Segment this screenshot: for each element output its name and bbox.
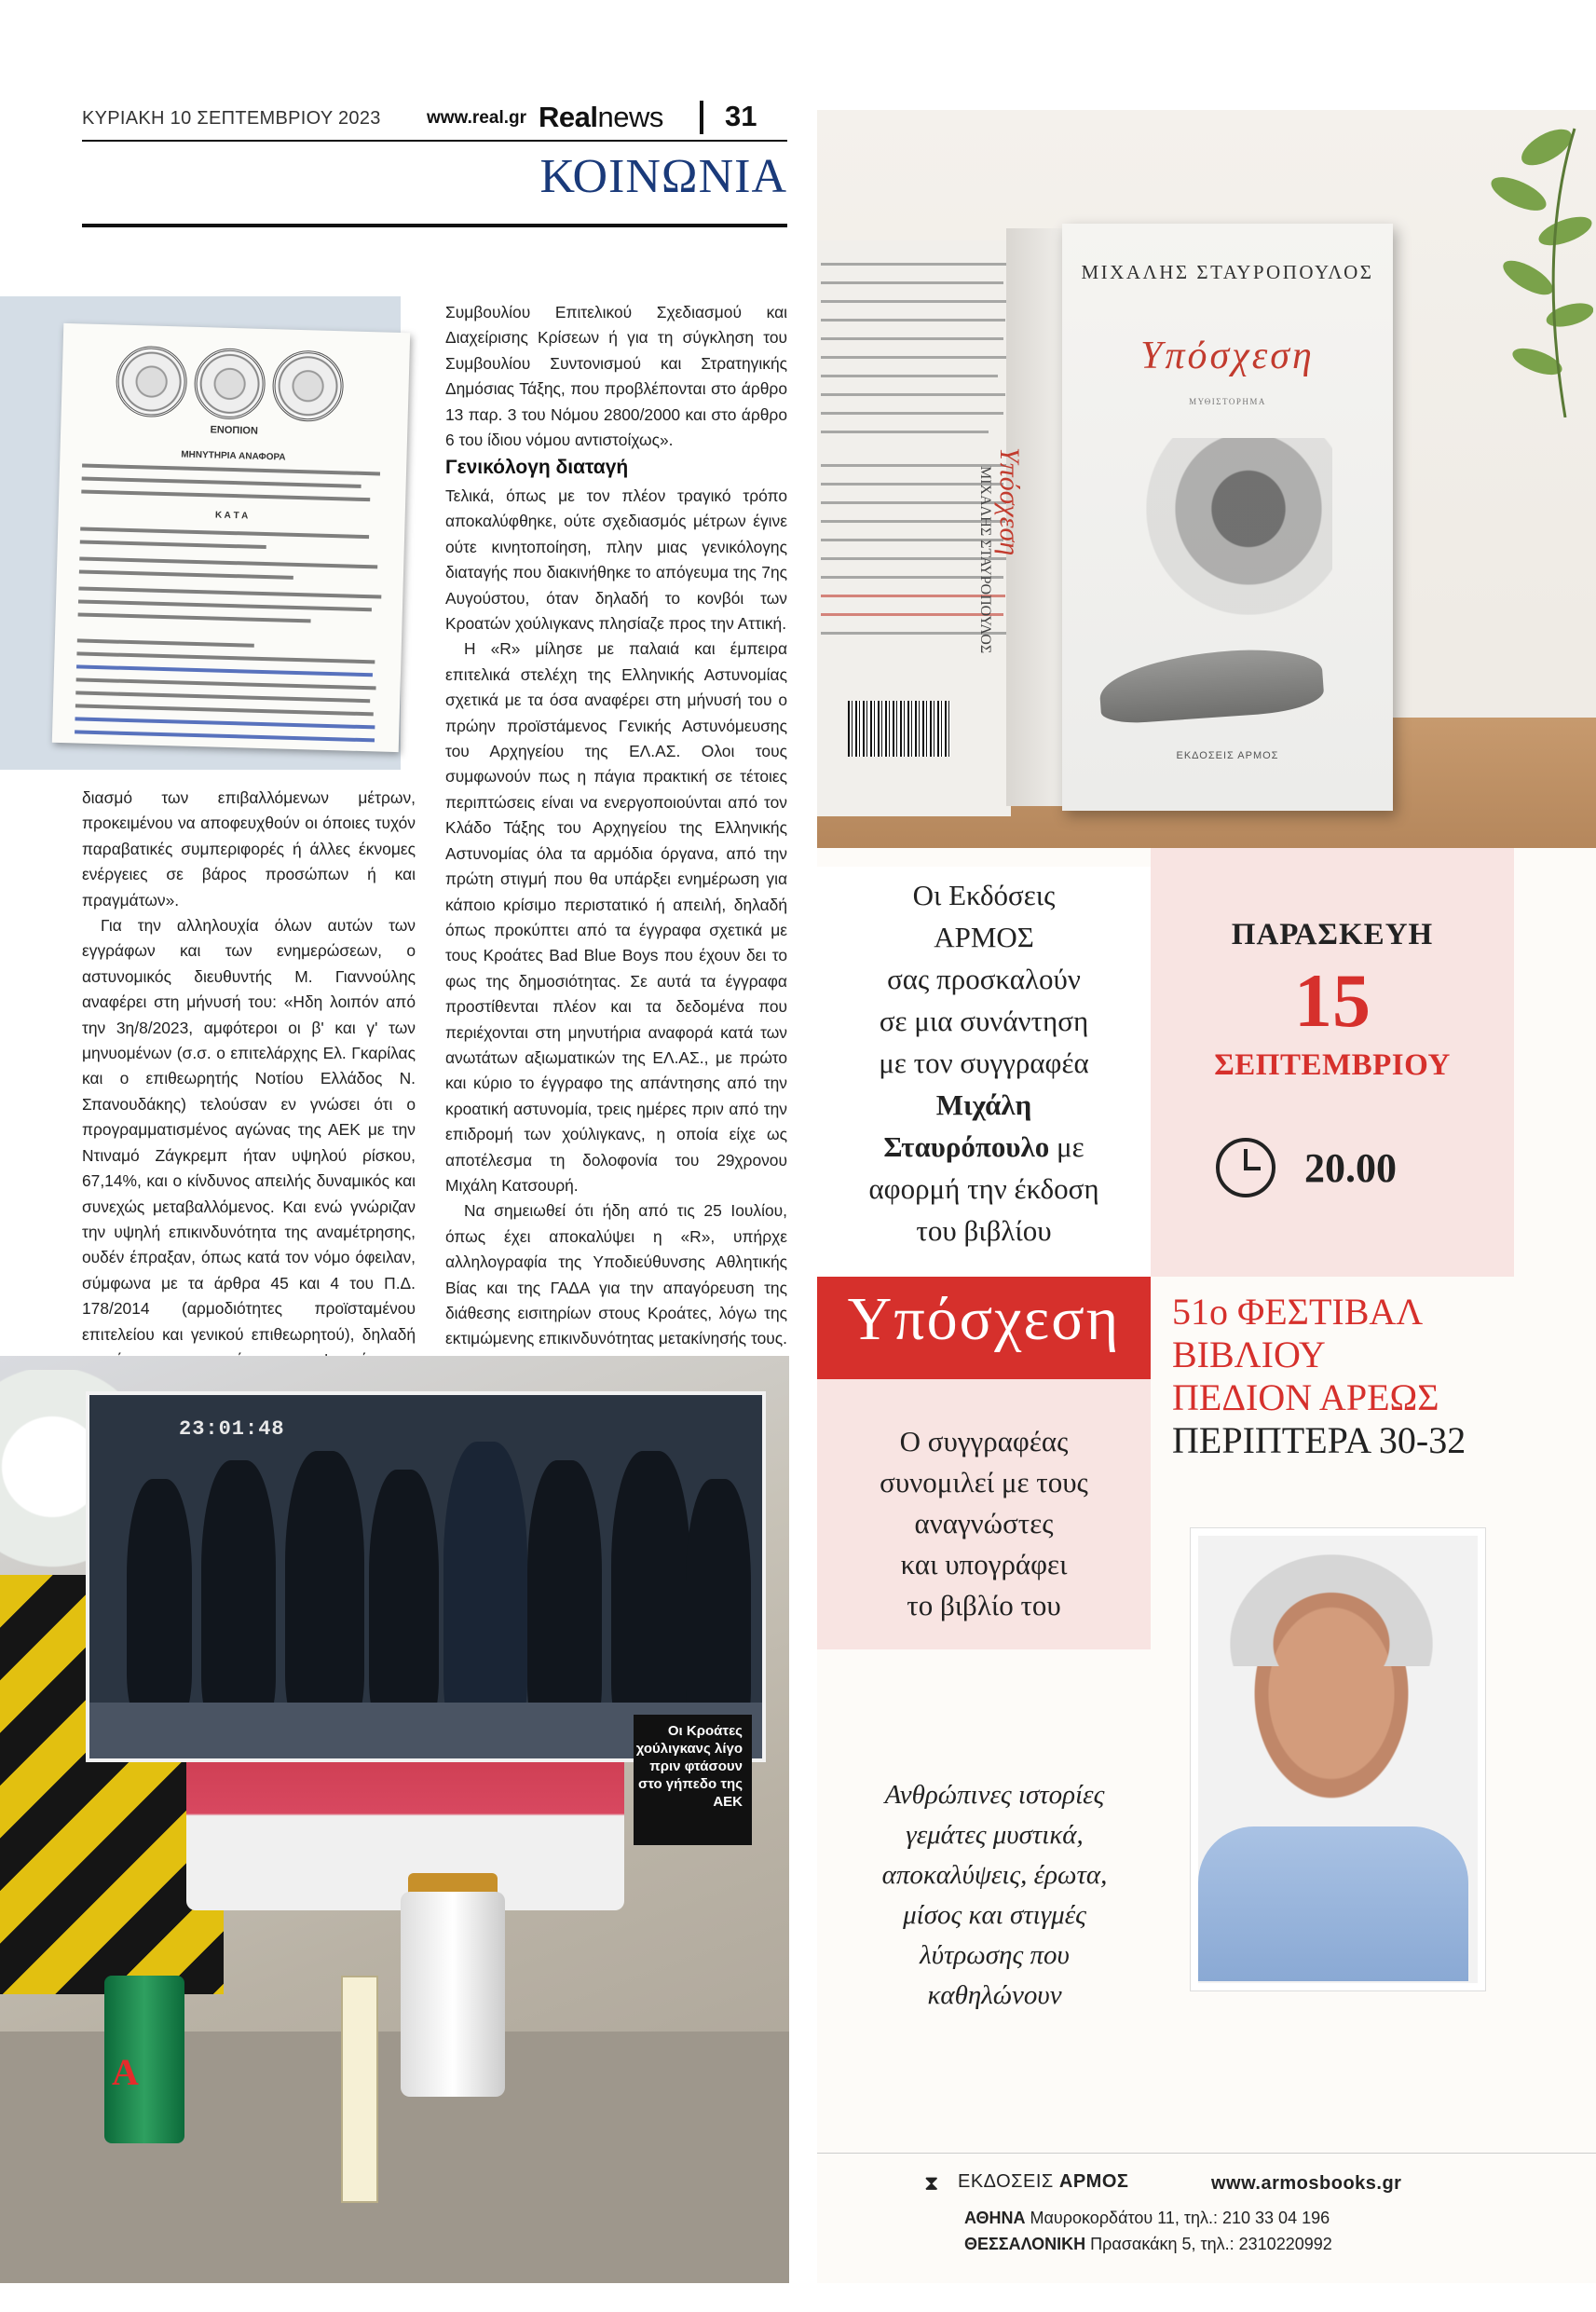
festival-line: ΠΕΔΙΟΝ ΑΡΕΩΣ bbox=[1172, 1376, 1439, 1418]
section-title: ΚΟΙΝΩΝΙΑ bbox=[539, 150, 787, 203]
document-text-line bbox=[75, 730, 375, 742]
hooligan-figure bbox=[611, 1451, 690, 1740]
document-text-line bbox=[77, 638, 254, 647]
issue-date: ΚΥΡΙΑΚΗ 10 ΣΕΠΤΕΜΒΡΙΟΥ 2023 bbox=[82, 108, 381, 129]
tagline-line: μίσος και στιγμές bbox=[903, 1900, 1086, 1930]
seal-icon bbox=[272, 349, 345, 422]
back-cover-text-line bbox=[821, 412, 1003, 415]
talk-line: και υπογράφει bbox=[900, 1548, 1068, 1580]
lawsuit-document-photo bbox=[52, 323, 410, 752]
back-cover-text-line bbox=[821, 281, 1003, 284]
seal-icon bbox=[194, 348, 266, 420]
article-subheading: Γενικόλογη διαταγή bbox=[445, 457, 629, 478]
barcode-icon bbox=[848, 701, 950, 757]
document-text-line bbox=[76, 664, 373, 677]
book-tagline bbox=[839, 1775, 1151, 2016]
book-title: Υπόσχεση bbox=[1140, 335, 1315, 377]
document-heading: ΕΝΟΠΙΟΝ bbox=[210, 424, 259, 437]
document-subtitle: ΜΗΝΥΤΗΡΙΑ ΑΝΑΦΟΡΑ bbox=[181, 449, 286, 463]
plant-icon bbox=[1435, 110, 1593, 417]
invite-line: αφορμή την έκδοση bbox=[868, 1172, 1099, 1205]
tagline-line: καθηλώνουν bbox=[927, 1980, 1062, 2010]
hooligan-figure bbox=[443, 1442, 527, 1740]
festival-kiosks: ΠΕΡΙΠΤΕΡΑ 30-32 bbox=[1172, 1419, 1466, 1461]
article-paragraph: Συμβουλίου Επιτελικού Σχεδιασμού και Διαχείρισης Κρίσεων ή για τη σύγκληση του Συμβουλίου Συντονισμού και Στρατηγικής Δημόσιας Τάξης, που προβλέπονται στο άρθρο 13 παρ. 3 του Νόμου 2800/2000 και στο άρθρο 6 του ίδιου νόμου αντιστοίχως». bbox=[445, 303, 787, 450]
author-hair-image bbox=[1230, 1554, 1433, 1666]
cctv-timestamp: 23:01:48 bbox=[179, 1417, 285, 1441]
invite-line: σας προσκαλούν bbox=[887, 963, 1081, 995]
invite-line: με bbox=[1056, 1130, 1084, 1163]
publisher-logo-bold: ΑΡΜΟΣ bbox=[1058, 2171, 1129, 2192]
talk-line: Ο συγγραφέας bbox=[899, 1425, 1069, 1457]
talk-line: συνομιλεί με τους bbox=[880, 1466, 1088, 1498]
back-cover-text-line bbox=[821, 431, 989, 433]
back-cover-text-line bbox=[821, 263, 1007, 266]
brand-logo bbox=[539, 101, 663, 134]
document-text-line bbox=[75, 704, 374, 716]
hooligan-figure bbox=[127, 1479, 192, 1721]
article-column-2 bbox=[445, 484, 787, 1429]
author-shirt-image bbox=[1198, 1826, 1468, 1981]
document-text-line bbox=[78, 586, 381, 598]
author-last-name: Σταυρόπουλο bbox=[883, 1130, 1050, 1163]
document-text-line bbox=[76, 651, 375, 664]
clock-icon bbox=[1216, 1138, 1275, 1197]
document-text-line bbox=[80, 527, 369, 539]
back-cover-text-line bbox=[821, 393, 1005, 396]
book-genre: ΜΥΘΙΣΤΟΡΗΜΑ bbox=[1189, 397, 1266, 406]
back-cover-text-line bbox=[821, 356, 1007, 359]
hooligan-figure bbox=[527, 1460, 602, 1740]
document-text-line bbox=[78, 612, 311, 622]
book-publisher: ΕΚΔΟΣΕΙΣ ΑΡΜΟΣ bbox=[1176, 750, 1279, 761]
author-first-name: Μιχάλη bbox=[935, 1088, 1032, 1121]
tagline-line: αποκαλύψεις, έρωτα, bbox=[881, 1860, 1108, 1890]
back-cover-text-line bbox=[821, 300, 1007, 303]
article-paragraph: Τελικά, όπως με τον πλέον τραγικό τρόπο αποκαλύφθηκε, ούτε σχεδιασμός μέτρων έγινε ούτε κινητοποίηση, πλην μιας γενικόλογης διαταγής που διακινήθηκε το απόγευμα της 7ης Αυγούστου, όταν δηλαδή το κονβόι των Κροατών χούλιγκανς πλησίαζε προς την Αττική. bbox=[445, 486, 787, 634]
document-text-line bbox=[82, 477, 361, 488]
tagline-line: Ανθρώπινες ιστορίες bbox=[884, 1780, 1105, 1810]
document-text-line bbox=[75, 691, 370, 703]
back-cover-text-line bbox=[821, 337, 1003, 340]
document-text-line bbox=[75, 717, 375, 729]
hooligan-figure bbox=[201, 1460, 276, 1731]
document-text-line bbox=[82, 464, 380, 476]
invite-line: με τον συγγραφέα bbox=[879, 1047, 1089, 1079]
dust-cloud-image bbox=[1146, 438, 1332, 615]
article-column-1 bbox=[82, 786, 416, 1424]
article-paragraph: Η «R» μίλησε με παλαιά και έμπειρα επιτελικά στελέχη της Ελληνικής Αστυνομίας σχετικά με τα όσα αναφέρει στη μήνυσή του ο πρώην προϊστάμενος Γενικής Αστυνόμευσης του Αρχηγείου της ΕΛ.ΑΣ. Ολοι τους συμφωνούν πως η πάγια πρακτική σε τέτοιες περιπτώσεις είναι να ενεργοποιούνται από τον Κλάδο Τάξης του Αρχηγείου της Ελληνικής Αστυνομίας όλα τα αρμόδια όργανα, από την πρώτη στιγμή που θα υπάρξει ενημέρωση για κάποιο κρίσιμο περιστατικό ή απειλή, δηλαδή όπως προκύπτει από τα έγγραφα σχετικά με τους Κροάτες Bad Blue Boys που έχουν δει το φως της δημοσιότητας. Σε αυτά τα έγγραφα προστίθενται πλέον και τα δεδομένα που περιέχονται στη μηνυτήρια αναφορά κατά των ανωτάτων αξιωματικών της ΕΛ.ΑΣ., με πρώτο και κύριο το έγγραφο της απάντησης από την κροατική αστυνομία, τρεις ημέρες πριν από την επιδρομή των χούλιγκανς, η οποία είχε ως αποτέλεσμα τη δολοφονία του 29χρονου Μιχάλη Κατσουρή. bbox=[445, 639, 787, 1195]
back-cover-text-line bbox=[821, 319, 1005, 321]
cctv-inset-photo bbox=[86, 1391, 766, 1762]
brand-news: news bbox=[597, 101, 663, 133]
section-rule bbox=[82, 224, 787, 227]
document-against: Κ Α Τ Α bbox=[214, 510, 249, 522]
invite-line: σε μια συνάντηση bbox=[879, 1005, 1089, 1037]
author-talk-text bbox=[817, 1421, 1151, 1626]
festival-line: ΒΙΒΛΙΟΥ bbox=[1172, 1334, 1326, 1375]
article-paragraph: Για την αλληλουχία όλων αυτών των εγγράφων και των ενημερώσεων, ο αστυνομικός διευθυντής Μ. Γιαννούλης αναφέρει στη μήνυσή του: «Ηδη λοιπόν από την 3η/8/2023, αμφότεροι οι β' και γ' των μηνυομένων (σ.σ. ο επιτελάρχης Ελ. Γκαρίλας και ο επιθεωρητής Νοτίου Ελλάδος Ν. Σπανουδάκης) τελούσαν εν γνώσει ότι ο προγραμματισμένος αγώνας της ΑΕΚ με την Ντιναμό Ζάγκρεμπ ήταν υψηλού ρίσκου, 67,14%, και ο κίνδυνος απειλής δυναμικός και συνεχώς μεταβαλλόμενος. Και ενώ γνώριζαν την υψηλή επικινδυνότητα της αναμέτρησης, ουδέν έπραξαν, όπως κατά τον νόμο όφειλαν, σύμφωνα με τα άρθρα 45 και 4 του Π.Δ. 178/2014 (αρμοδιότητες προϊσταμένου επιτελείου και γενικού επιθεωρητού), δηλαδή bbox=[82, 916, 416, 1344]
invite-line: του βιβλίου bbox=[916, 1214, 1052, 1247]
talk-line: το βιβλίο του bbox=[907, 1589, 1061, 1621]
document-text-line bbox=[79, 556, 377, 568]
article-paragraph: διασμό των επιβαλλόμενων μέτρων, προκειμένου να αποφευχθούν οι όποιες τυχόν παραβατικές συμπεριφορές ή άλλες έκνομες ενέργειες σε βάρος προσώπων ή και πραγμάτων». bbox=[82, 788, 416, 910]
invite-line: ΑΡΜΟΣ bbox=[934, 921, 1034, 953]
festival-name bbox=[1172, 1291, 1439, 1419]
event-time: 20.00 bbox=[1304, 1145, 1397, 1191]
beer-can-label: Α bbox=[112, 2051, 139, 2093]
athens-label: ΑΘΗΝΑ bbox=[964, 2209, 1026, 2227]
tagline-line: γεμάτες μυστικά, bbox=[906, 1820, 1084, 1850]
brand-real: Real bbox=[539, 101, 598, 133]
spine-title: Υπόσχεση bbox=[994, 447, 1025, 556]
festival-line: 51ο ΦΕΣΤΙΒΑΛ bbox=[1172, 1291, 1424, 1333]
event-day-number: 15 bbox=[1294, 958, 1371, 1043]
seal-icon bbox=[116, 346, 188, 418]
spine-author: ΜΙΧΑΛΗΣ ΣΤΑΥΡΟΠΟΥΛΟΣ bbox=[977, 466, 993, 654]
back-cover-text-line bbox=[821, 375, 998, 377]
athens-address bbox=[964, 2209, 1330, 2228]
page-number-divider bbox=[700, 101, 703, 134]
candle-image bbox=[401, 1892, 505, 2097]
tagline-line: λύτρωσης που bbox=[920, 1940, 1070, 1970]
page-number: 31 bbox=[725, 100, 757, 132]
event-day-name: ΠΑΡΑΣΚΕΥΗ bbox=[1231, 918, 1434, 951]
invitation-text bbox=[817, 867, 1151, 1286]
invite-line: Οι Εκδόσεις bbox=[912, 879, 1056, 911]
hooligan-figure bbox=[686, 1479, 751, 1740]
document-text-line bbox=[79, 569, 293, 579]
document-text-line bbox=[81, 489, 370, 501]
article-paragraph: Να σημειωθεί ότι ήδη από τις 25 Ιουλίου, όπως έχει αποκαλύψει η «R», υπήρχε αλληλογραφία της Υποδιεύθυνσης Αθλητικής Βίας και της ΓΑΔΑ για την απαγόρευση της διάθεσης εισιτηρίων στους Κροάτες, λόγω της εκτιμώμενης επικινδυνότητας μετακίνησής τους. bbox=[445, 1201, 787, 1348]
hooligan-figure bbox=[369, 1470, 439, 1731]
publisher-logo bbox=[958, 2171, 1128, 2193]
photo-caption: Οι Κροάτες χούλιγκανς λίγο πριν φτάσουν στο γήπεδο της ΑΕΚ bbox=[634, 1715, 752, 1845]
book-author: ΜΙΧΑΛΗΣ ΣΤΑΥΡΟΠΟΥΛΟΣ bbox=[1081, 261, 1374, 283]
ad-footer-rule bbox=[817, 2153, 1596, 2154]
thessaloniki-address bbox=[964, 2235, 1332, 2254]
hooligan-figure bbox=[285, 1451, 364, 1731]
publisher-logo-light: ΕΚΔΟΣΕΙΣ bbox=[958, 2171, 1054, 2192]
armos-logo-icon: ⧗ bbox=[924, 2171, 939, 2195]
thin-candle-image bbox=[341, 1976, 378, 2203]
event-month: ΣΕΠΤΕΜΒΡΙΟΥ bbox=[1214, 1048, 1451, 1082]
document-text-line bbox=[80, 540, 266, 549]
banner-book-title: Υπόσχεση bbox=[847, 1285, 1121, 1353]
talk-line: αναγνώστες bbox=[914, 1507, 1054, 1539]
thessaloniki-details: Πρασακάκη 5, τηλ.: 2310220992 bbox=[1090, 2235, 1332, 2253]
publisher-website[interactable]: www.armosbooks.gr bbox=[1211, 2173, 1402, 2194]
site-url[interactable]: www.real.gr bbox=[427, 108, 526, 128]
header-rule bbox=[82, 140, 787, 142]
athens-details: Μαυροκορδάτου 11, τηλ.: 210 33 04 196 bbox=[1030, 2209, 1330, 2227]
thessaloniki-label: ΘΕΣΣΑΛΟΝΙΚΗ bbox=[964, 2235, 1086, 2253]
document-text-line bbox=[78, 599, 372, 611]
article-column-2-top bbox=[445, 300, 787, 453]
document-text-line bbox=[76, 677, 376, 690]
